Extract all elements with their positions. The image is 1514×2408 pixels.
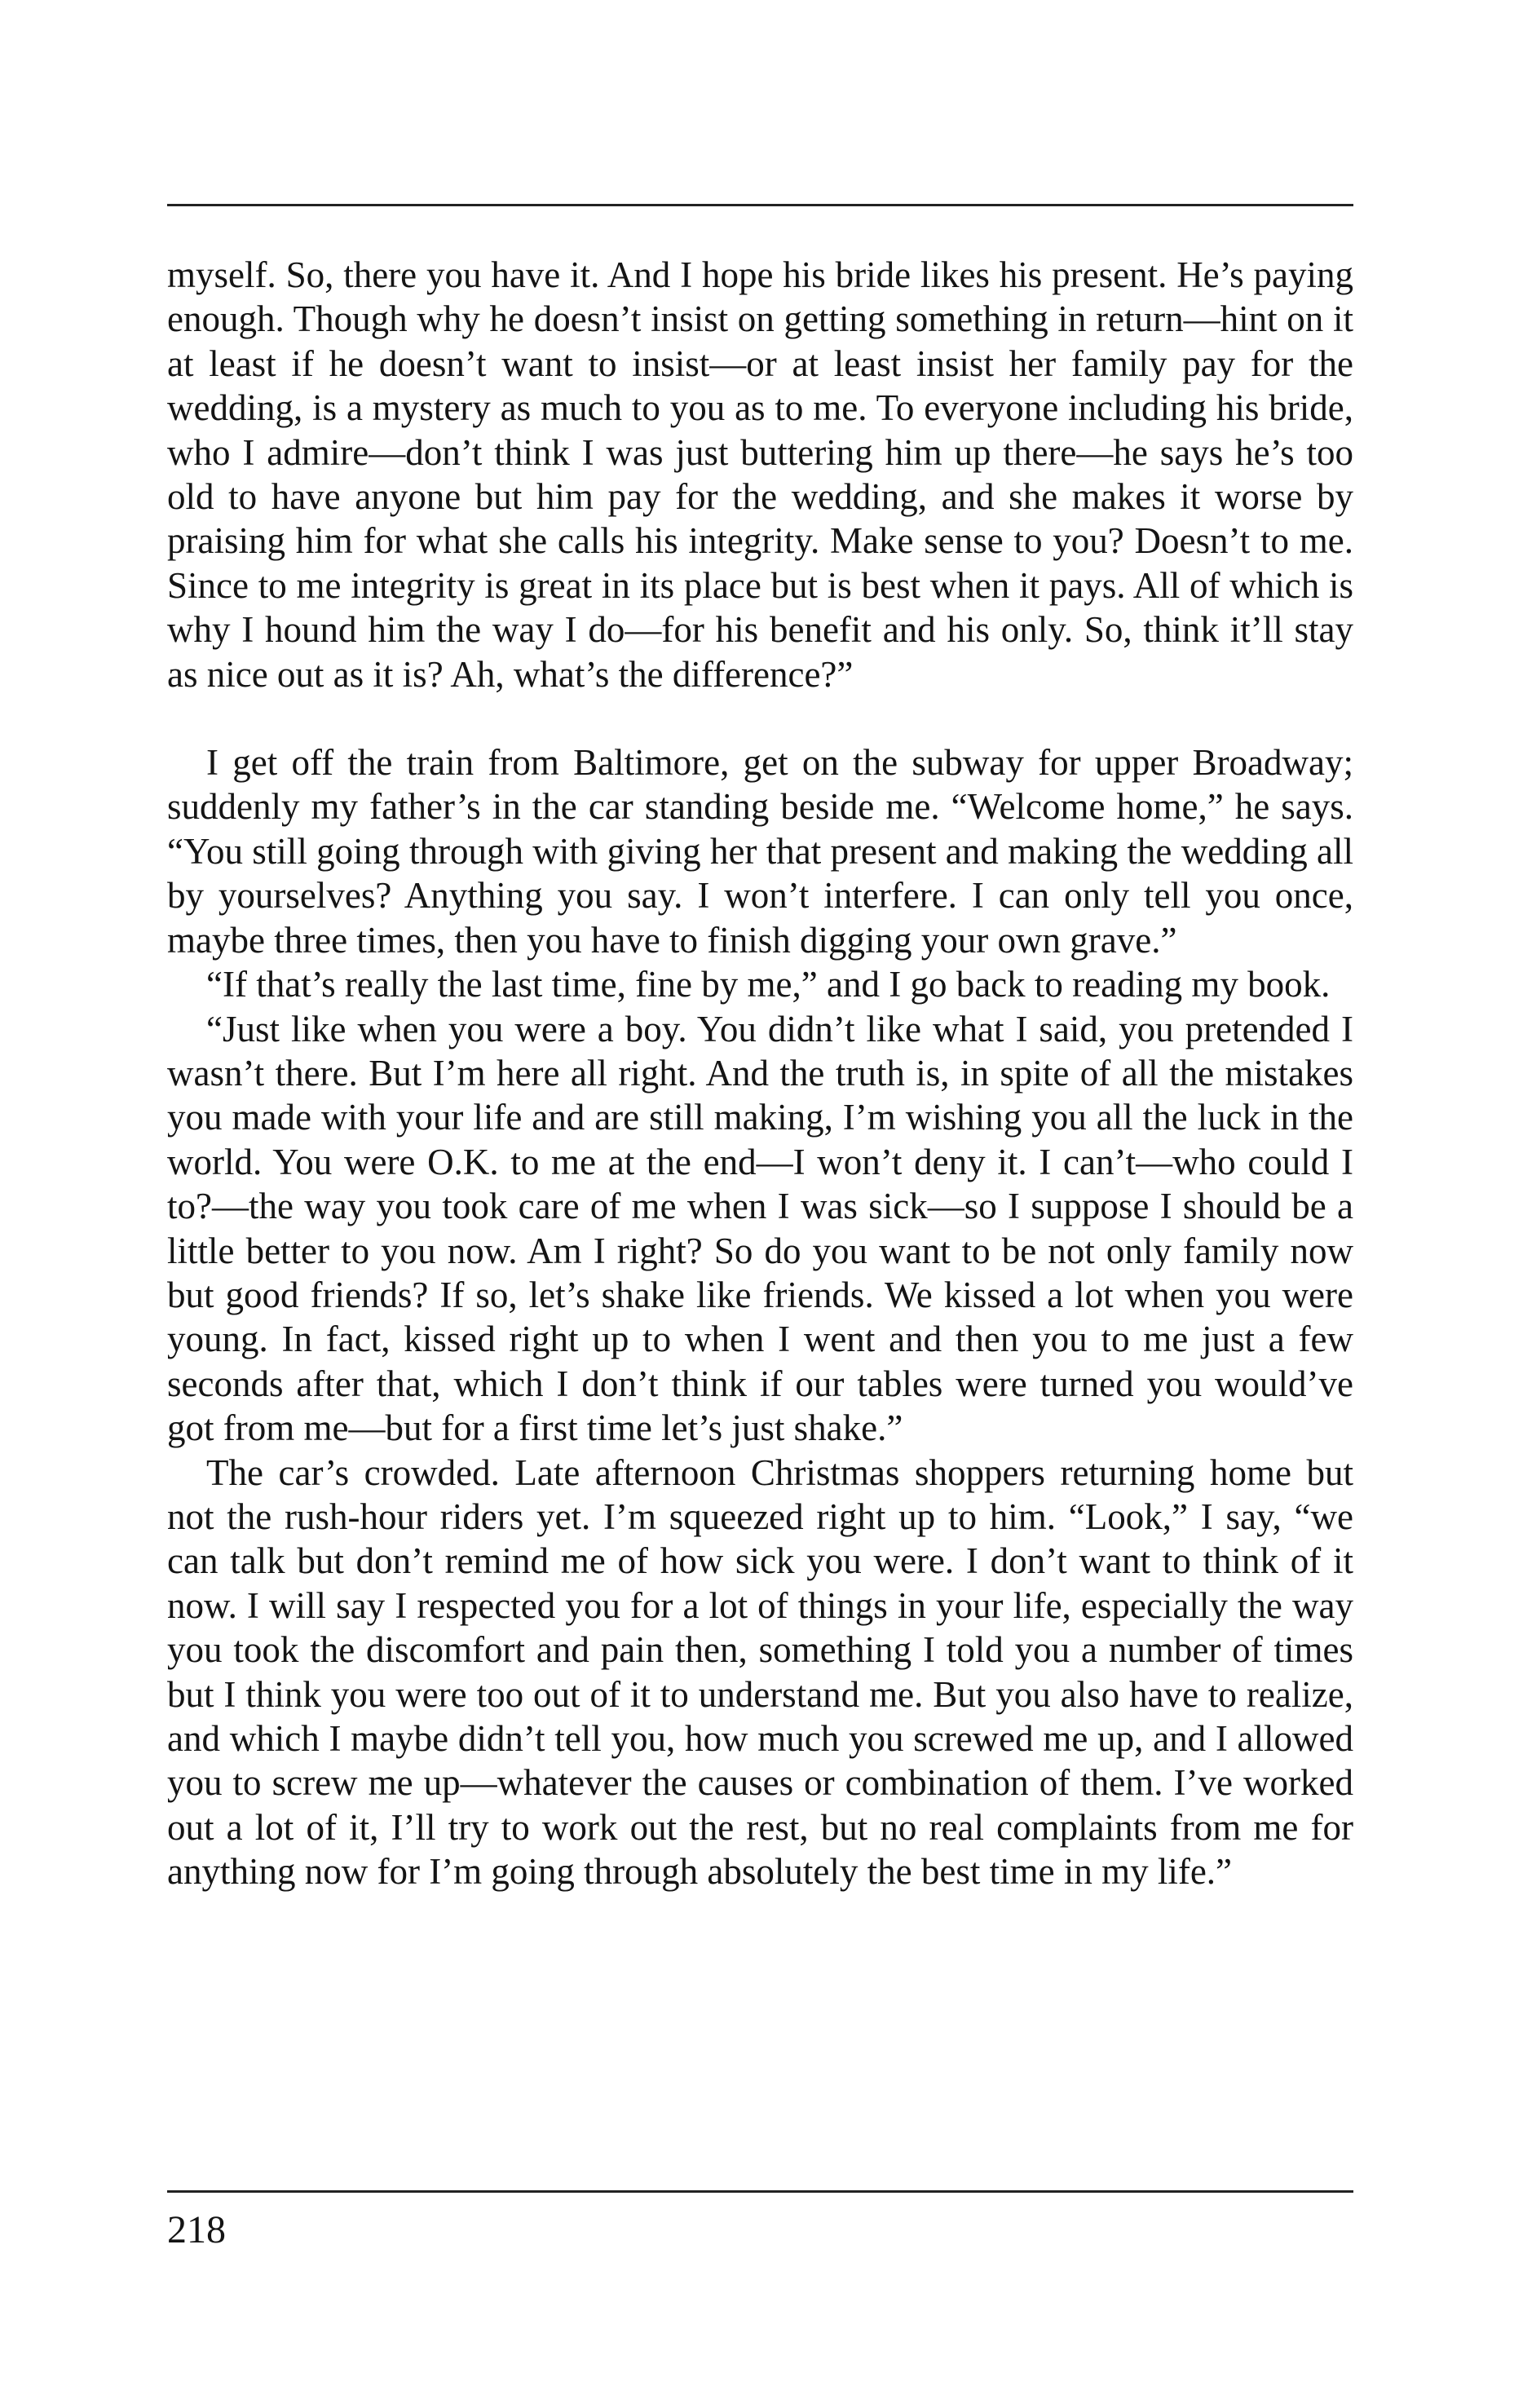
paragraph-continued: myself. So, there you have it. And I hope his bride likes his present. He’s paying enough. Though why he doesn’t insist on getting something in return—hint on it at least if he doesn’t want to insist—or at least insist her family pay for the wedding, is a mystery as much to you as to me. To everyone including his bride, who I admire—don’t think I was just buttering him up there—he says he’s too old to have anyone but him pay for the wedding, and she makes it worse by praising him for what she calls his integrity. Make sense to you? Doesn’t to me. Since to me integrity is great in its place but is best when it pays. All of which is why I hound him the way I do—for his benefit and his only. So, think it’ll stay as nice out as it is? Ah, what’s the difference?” xyxy=(167,254,1353,695)
body-text xyxy=(167,253,1353,1894)
footer-rule xyxy=(167,2190,1353,2193)
page-number: 218 xyxy=(167,2208,226,2251)
paragraph: “Just like when you were a boy. You didn’t like what I said, you pretended I wasn’t there. But I’m here all right. And the truth is, in spite of all the mistakes you made with your life and are still making, I’m wishing you all the luck in the world. You were O.K. to me at the end—I won’t deny it. I can’t—who could I to?—the way you took care of me when I was sick—so I suppose I should be a little better to you now. Am I right? So do you want to be not only family now but good friends? If so, let’s shake like friends. We kissed a lot when you were young. In fact, kissed right up to when I went and then you to me just a few seconds after that, which I don’t think if our tables were turned you would’ve got from me—but for a first time let’s just shake.” xyxy=(167,1008,1353,1449)
paragraph-section-start: I get off the train from Baltimore, get on the subway for upper Broadway; suddenly my father’s in the car standing beside me. “Welcome home,” he says. “You still going through with giving her that present and making the wedding all by yourselves? Anything you say. I won’t interfere. I can only tell you once, maybe three times, then you have to finish digging your own grave.” xyxy=(167,742,1353,961)
paragraph: “If that’s really the last time, fine by me,” and I go back to reading my book. xyxy=(206,964,1331,1005)
header-rule xyxy=(167,204,1353,206)
paragraph: The car’s crowded. Late afternoon Christmas shoppers returning home but not the rush-hour riders yet. I’m squeezed right up to him. “Look,” I say, “we can talk but don’t remind me of how sick you were. I don’t want to think of it now. I will say I respected you for a lot of things in your life, especially the way you took the discomfort and pain then, something I told you a number of times but I think you were too out of it to understand me. But you also have to realize, and which I maybe didn’t tell you, how much you screwed me up, and I allowed you to screw me up—whatever the causes or combination of them. I’ve worked out a lot of it, I’ll try to work out the rest, but no real complaints from me for anything now for I’m going through absolutely the best time in my life.” xyxy=(167,1451,1353,1893)
